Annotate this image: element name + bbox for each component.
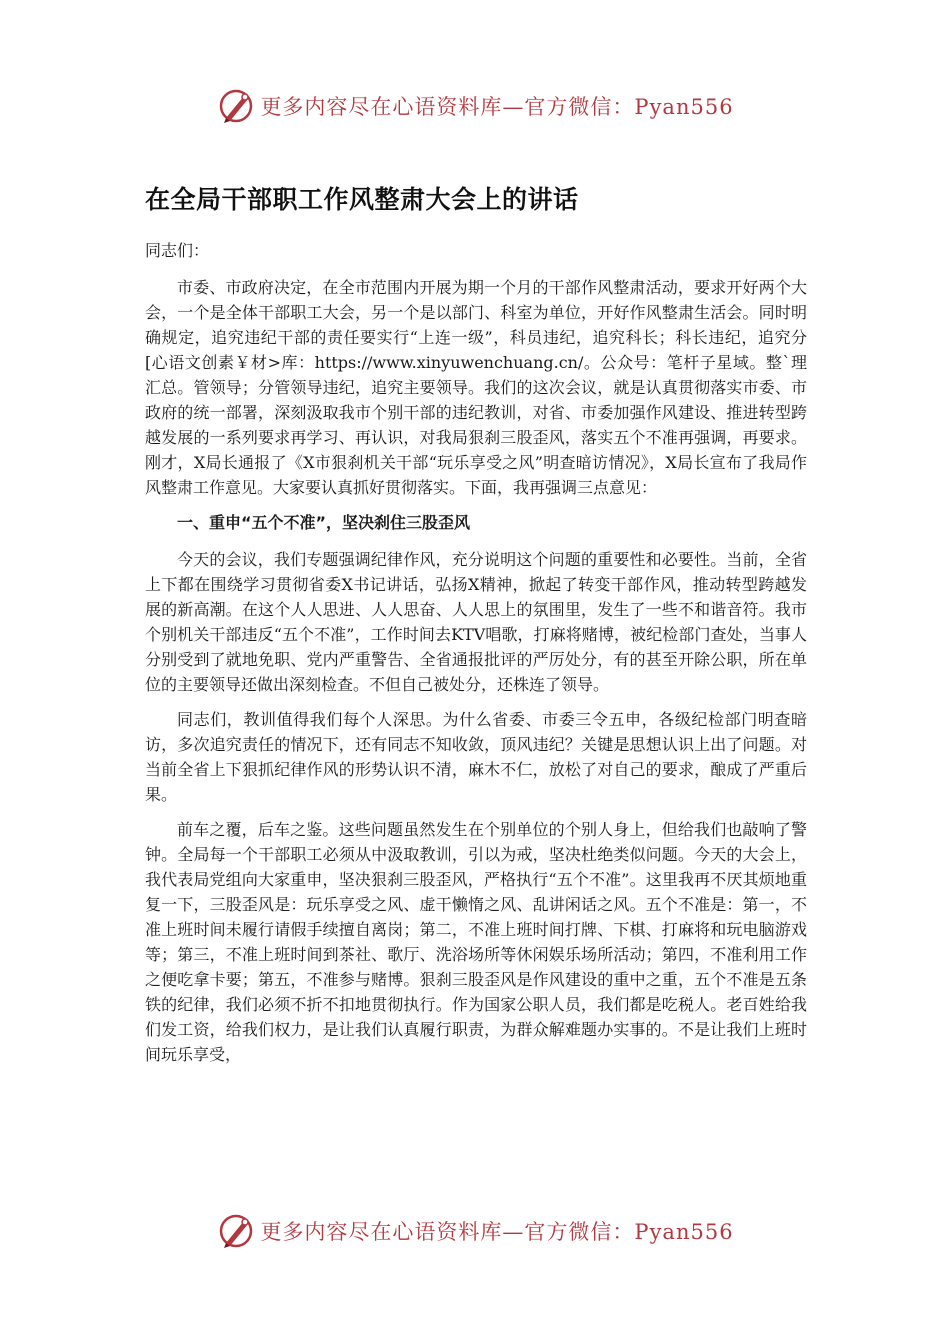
section-paragraph: 前车之覆，后车之鉴。这些问题虽然发生在个别单位的个别人身上，但给我们也敲响了警钟。全局每一个干部职工必须从中汲取教训，引以为戒，坚决杜绝类似问题。今天的大会上，我代表局党组向大家重申，坚决狠刹三股歪风，严格执行“五个不准”。这里我再不厌其烦地重复一下，三股歪风是：玩乐享受之风、虚干懒惰之风、乱讲闲话之风。五个不准是：第一，不准上班时间未履行请假手续擅自离岗；第二，不准上班时间打牌、下棋、打麻将和玩电脑游戏等；第三，不准上班时间到茶社、歌厅、洗浴场所等休闲娱乐场所活动；第四，不准利用工作之便吃拿卡要；第五，不准参与赌博。狠刹三股歪风是作风建设的重中之重，五个不准是五条铁的纪律，我们必须不折不扣地贯彻执行。作为国家公职人员，我们都是吃税人。老百姓给我们发工资，给我们权力，是让我们认真履行职责，为群众解难题办实事的。不是让我们上班时间玩乐享受， <box>145 820 807 1064</box>
document-body <box>145 180 807 1077</box>
pen-logo-icon <box>216 86 256 126</box>
footer-banner-text: 更多内容尽在心语资料库—官方微信：Pyan556 <box>260 1220 734 1244</box>
section-paragraph: 同志们，教训值得我们每个人深思。为什么省委、市委三令五申，各级纪检部门明查暗访，多次追究责任的情况下，还有同志不知收敛，顶风违纪？关键是思想认识上出了问题。对当前全省上下狠抓纪律作风的形势认识不清，麻木不仁，放松了对自己的要求，酿成了严重后果。 <box>145 710 807 804</box>
footer-banner <box>0 1207 950 1255</box>
header-banner <box>0 82 950 130</box>
document-title: 在全局干部职工作风整肃大会上的讲话 <box>145 185 579 214</box>
salutation: 同志们： <box>145 241 210 260</box>
pen-logo-icon <box>216 1211 256 1251</box>
section-paragraph: 今天的会议，我们专题强调纪律作风，充分说明这个问题的重要性和必要性。当前，全省上下都在围绕学习贯彻省委X书记讲话，弘扬X精神，掀起了转变干部作风，推动转型跨越发展的新高潮。在这个人人思进、人人思奋、人人思上的氛围里，发生了一些不和谐音符。我市个别机关干部违反“五个不准”，工作时间去KTV唱歌，打麻将赌博，被纪检部门查处，当事人分别受到了就地免职、党内严重警告、全省通报批评的严厉处分，有的甚至开除公职，所在单位的主要领导还做出深刻检查。不但自己被处分，还株连了领导。 <box>145 550 807 694</box>
section-heading: 一、重申“五个不准”，坚决刹住三股歪风 <box>177 513 471 532</box>
intro-paragraph: 市委、市政府决定，在全市范围内开展为期一个月的干部作风整肃活动，要求开好两个大会，一个是全体干部职工大会，另一个是以部门、科室为单位，开好作风整肃生活会。同时明确规定，追究违纪干部的责任要实行“上连一级”，科员违纪，追究科长；科长违纪，追究分[心语文创素￥材>库：https://www.xinyuwenchuang.cn/。公众号：笔杆子星域。整`理汇总。管领导；分管领导违纪，追究主要领导。我们的这次会议，就是认真贯彻落实市委、市政府的统一部署，深刻汲取我市个别干部的违纪教训，对省、市委加强作风建设、推进转型跨越发展的一系列要求再学习、再认识，对我局狠刹三股歪风，落实五个不准再强调，再要求。刚才，X局长通报了《X市狠刹机关干部“玩乐享受之风”明查暗访情况》，X局长宣布了我局作风整肃工作意见。大家要认真抓好贯彻落实。下面，我再强调三点意见： <box>145 278 807 497</box>
header-banner-text: 更多内容尽在心语资料库—官方微信：Pyan556 <box>260 95 734 119</box>
